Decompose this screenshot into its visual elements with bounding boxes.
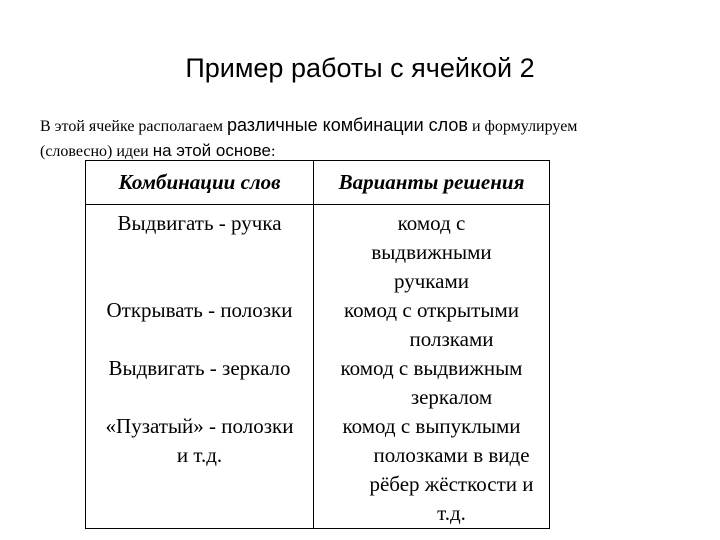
combination-line: «Пузатый» - полозки — [105, 414, 294, 438]
intro-part-5: на этой основе — [152, 141, 271, 160]
combination-line: Выдвигать - ручка — [117, 211, 282, 235]
solution-line: комод с открытыми — [344, 298, 519, 322]
solution-line: выдвижными — [371, 240, 492, 264]
header-solutions: Варианты решения — [314, 161, 550, 205]
combinations-table — [85, 160, 550, 529]
combination-line: и т.д. — [176, 443, 223, 467]
solution-line: ручками — [393, 269, 470, 293]
solution-line: ползками — [409, 327, 494, 351]
combination-line: Выдвигать - зеркало — [108, 356, 291, 380]
solution-line: полозками в виде — [373, 443, 530, 467]
solution-item — [314, 209, 549, 296]
intro-part-2: различные комбинации слов — [226, 115, 468, 135]
page-title: Пример работы с ячейкой 2 — [185, 53, 535, 83]
intro-text — [40, 113, 710, 164]
solution-line: т.д. — [437, 501, 466, 525]
combination-line: Открывать - полозки — [106, 298, 293, 322]
solution-item — [314, 412, 549, 528]
solution-item — [314, 354, 549, 412]
combination-item — [86, 354, 313, 383]
intro-part-6: : — [270, 143, 276, 160]
table-row — [86, 205, 550, 529]
intro-part-3: и формулируем — [467, 118, 578, 135]
combination-item — [86, 209, 313, 238]
solution-line: комод с — [397, 211, 466, 235]
combination-item — [86, 412, 313, 470]
combinations-cell — [86, 205, 314, 529]
solution-line: рёбер жёсткости и — [369, 472, 534, 496]
intro-part-1: В этой ячейке располагаем — [40, 118, 227, 135]
solution-line: комод с выпуклыми — [342, 414, 521, 438]
solution-item — [314, 296, 549, 354]
table-header-row — [86, 161, 550, 205]
header-combinations: Комбинации слов — [86, 161, 314, 205]
solution-line: зеркалом — [410, 385, 493, 409]
solution-line: комод с выдвижным — [340, 356, 523, 380]
combination-item — [86, 296, 313, 325]
intro-part-4: (словесно) идеи — [40, 143, 153, 160]
solutions-cell — [314, 205, 550, 529]
